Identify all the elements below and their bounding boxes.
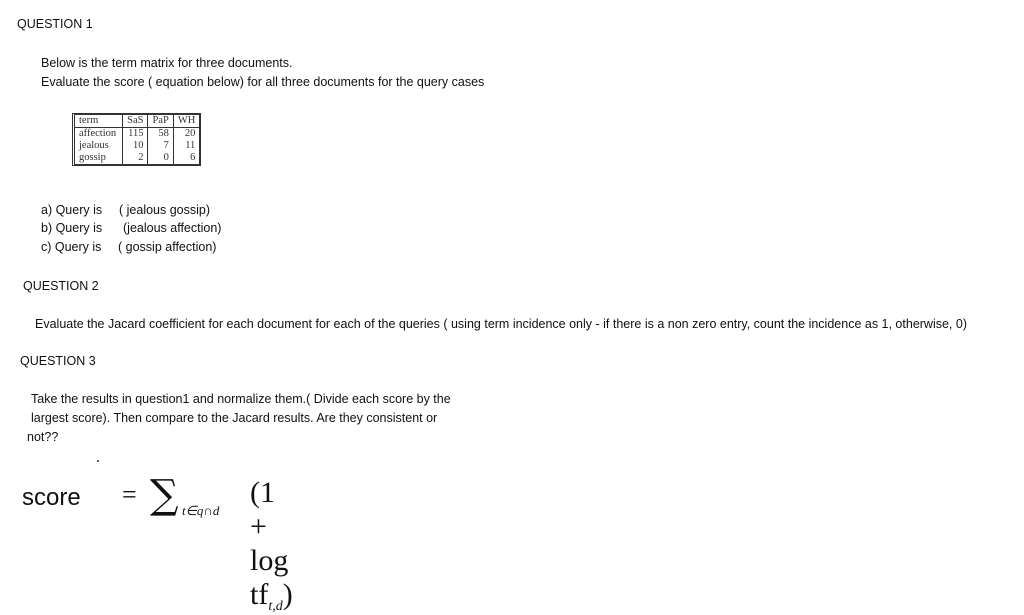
term-matrix-table xyxy=(72,113,201,166)
matrix-cell: 2 xyxy=(123,152,148,164)
formula-equals: = xyxy=(122,480,137,509)
query-a-label: a) Query is xyxy=(41,203,103,217)
question-1-intro: Below is the term matrix for three documents. xyxy=(41,56,293,70)
matrix-cell: 58 xyxy=(148,128,173,141)
question-2-heading: QUESTION 2 xyxy=(23,279,99,293)
matrix-header-sas: SaS xyxy=(123,115,148,128)
query-c-value: ( gossip affection) xyxy=(118,240,217,254)
matrix-cell: 7 xyxy=(148,140,173,152)
matrix-row xyxy=(75,152,199,164)
matrix-term: jealous xyxy=(75,140,123,152)
query-a-value: ( jealous gossip) xyxy=(119,203,211,217)
question-2-text: Evaluate the Jacard coefficient for each document for each of the queries ( using term incidence only - if there is a non zero entry, count the incidence as 1, otherwise, 0) xyxy=(35,317,967,331)
question-1-heading: QUESTION 1 xyxy=(17,17,93,31)
formula-expression-main: (1 + log tf xyxy=(250,476,289,611)
matrix-term: affection xyxy=(75,128,123,141)
question-3-line-1: Take the results in question1 and normalize them.( Divide each score by the xyxy=(31,392,451,406)
question-3-line-2: largest score). Then compare to the Jacard results. Are they consistent or xyxy=(31,411,438,425)
summation-subscript: t∈q∩d xyxy=(182,503,220,518)
query-b-value: (jealous affection) xyxy=(123,221,222,235)
matrix-header-wh: WH xyxy=(173,115,199,128)
question-3-heading: QUESTION 3 xyxy=(20,354,96,368)
matrix-cell: 20 xyxy=(184,128,196,139)
question-1-instruction: Evaluate the score ( equation below) for all three documents for the query cases xyxy=(41,75,485,89)
matrix-header-term: term xyxy=(75,115,123,128)
formula-lhs: score xyxy=(22,484,81,511)
query-b-label: b) Query is xyxy=(41,221,103,235)
matrix-header-row xyxy=(75,115,199,128)
query-c xyxy=(41,240,216,254)
matrix-cell: 0 xyxy=(148,152,173,164)
query-a xyxy=(41,203,210,217)
matrix-header-pap: PaP xyxy=(148,115,173,128)
formula-tf-subscript: t,d xyxy=(268,599,283,614)
matrix-cell: 11 xyxy=(185,140,196,151)
summation-symbol: ∑ xyxy=(150,472,179,518)
query-c-label: c) Query is xyxy=(41,240,102,254)
matrix-term: gossip xyxy=(75,152,123,164)
matrix-row xyxy=(75,140,199,152)
matrix-cell: 115 xyxy=(123,128,148,141)
matrix-row xyxy=(75,128,199,141)
matrix-cell: 10 xyxy=(123,140,148,152)
matrix-cell: 6 xyxy=(190,152,196,163)
stray-dot xyxy=(97,460,99,462)
query-b xyxy=(41,221,221,235)
formula-expression-close: ) xyxy=(282,578,293,611)
question-3-line-3: not?? xyxy=(27,430,59,444)
